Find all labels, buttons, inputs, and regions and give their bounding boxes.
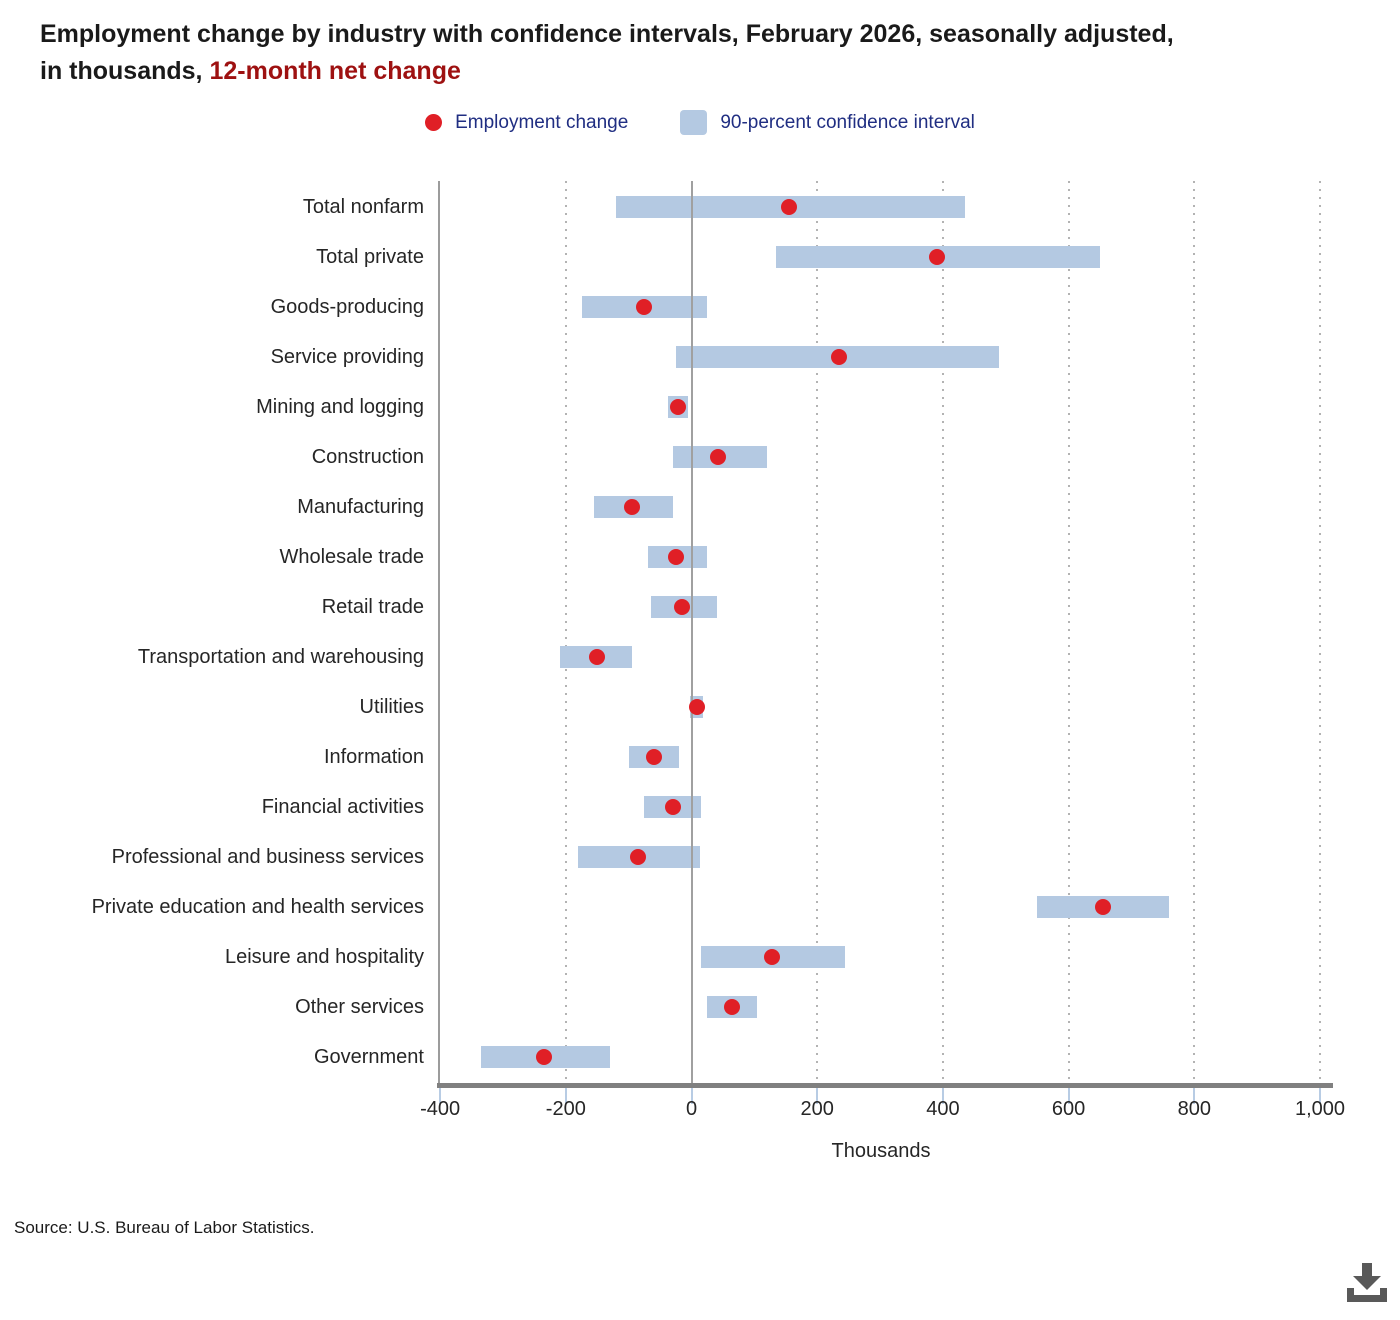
employment-change-dot[interactable]	[724, 999, 740, 1015]
employment-change-dot[interactable]	[674, 599, 690, 615]
source-note: Source: U.S. Bureau of Labor Statistics.	[14, 1218, 315, 1237]
x-tick-label: -200	[545, 1098, 586, 1120]
x-tick-label: 1,000	[1294, 1098, 1346, 1120]
chart-title	[40, 16, 1380, 90]
category-label: Professional and business services	[111, 846, 424, 868]
category-label: Service providing	[270, 346, 424, 368]
x-axis-line	[437, 1083, 1333, 1088]
employment-change-dot[interactable]	[668, 549, 684, 565]
employment-change-dot[interactable]	[670, 399, 686, 415]
chart-title-line1: Employment change by industry with confidence intervals, February 2026, seasonally adjusted,	[40, 20, 1174, 48]
employment-change-dot[interactable]	[665, 799, 681, 815]
x-axis-title: Thousands	[831, 1140, 931, 1162]
x-tick-label: 400	[926, 1098, 960, 1120]
category-label: Retail trade	[321, 596, 424, 618]
category-label: Leisure and hospitality	[224, 946, 424, 968]
employment-change-dot[interactable]	[781, 199, 797, 215]
category-label: Goods-producing	[270, 296, 424, 318]
category-label: Private education and health services	[91, 896, 424, 918]
category-label: Information	[323, 746, 424, 768]
legend-label: 90-percent confidence interval	[720, 111, 975, 133]
gridline-800	[1193, 181, 1195, 1085]
category-label: Other services	[295, 996, 424, 1018]
download-icon	[1340, 1256, 1394, 1310]
employment-change-dot[interactable]	[929, 249, 945, 265]
gridline-400	[942, 181, 944, 1085]
download-button[interactable]	[1340, 1256, 1394, 1310]
category-label: Mining and logging	[256, 396, 424, 418]
x-tick-label: -400	[420, 1098, 461, 1120]
legend-label: Employment change	[455, 111, 629, 133]
employment-change-dot[interactable]	[536, 1049, 552, 1065]
category-label: Financial activities	[261, 796, 424, 818]
category-label: Wholesale trade	[279, 546, 424, 568]
category-label: Total nonfarm	[302, 196, 424, 218]
legend-swatch-marker	[680, 110, 707, 135]
category-label: Transportation and warehousing	[137, 646, 424, 668]
gridline-600	[1068, 181, 1070, 1085]
x-tick-label: 0	[685, 1098, 698, 1120]
employment-change-dot[interactable]	[646, 749, 662, 765]
employment-change-dot[interactable]	[710, 449, 726, 465]
x-tick-label: 200	[800, 1098, 834, 1120]
category-label: Total private	[316, 246, 424, 268]
x-tick-label: 600	[1051, 1098, 1086, 1120]
legend-item-confidence-interval[interactable]	[680, 110, 975, 135]
category-label: Utilities	[359, 696, 424, 718]
legend-dot-marker	[425, 114, 442, 131]
y-axis-line	[438, 181, 440, 1085]
employment-change-dot[interactable]	[764, 949, 780, 965]
category-label: Construction	[311, 446, 424, 468]
chart-title-accent: 12-month net change	[209, 57, 461, 85]
legend-item-employment-change[interactable]	[425, 112, 628, 134]
x-tick-label: 800	[1177, 1098, 1211, 1120]
category-label: Government	[313, 1046, 424, 1068]
zero-line	[691, 181, 693, 1085]
chart-title-line2: in thousands, 12-month net change	[40, 57, 461, 85]
employment-change-dot[interactable]	[689, 699, 705, 715]
gridline-1000	[1319, 181, 1321, 1085]
employment-change-dot[interactable]	[624, 499, 640, 515]
category-label: Manufacturing	[297, 496, 424, 518]
legend	[0, 110, 1400, 135]
employment-change-dot[interactable]	[630, 849, 646, 865]
gridline--200	[565, 181, 567, 1085]
